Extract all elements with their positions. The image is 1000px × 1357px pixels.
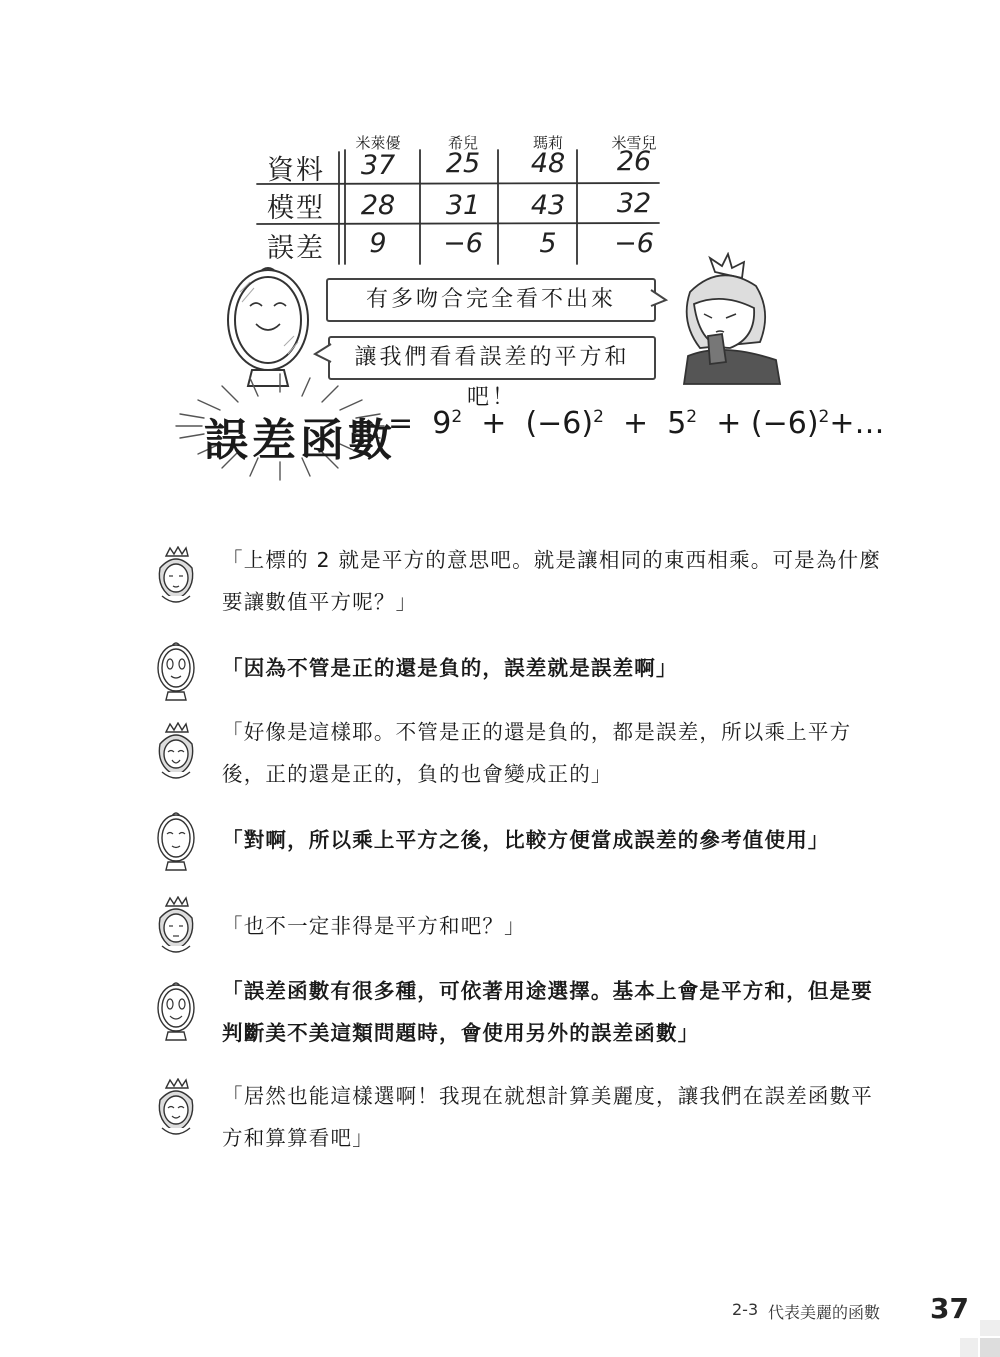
col-header-xier: 希兒 <box>447 134 478 152</box>
col-header-mixueer: 米雪兒 <box>611 134 657 152</box>
row-header-data: 資料 <box>267 155 325 186</box>
formula-exponent: 2 <box>451 407 463 427</box>
col-header-mali: 瑪莉 <box>532 134 563 152</box>
corner-decoration <box>960 1320 1000 1357</box>
girl-avatar-icon <box>154 546 198 608</box>
formula-plus: + <box>622 406 649 441</box>
table-cell: 43 <box>530 190 566 221</box>
girl-avatar-icon <box>154 722 198 784</box>
dialogue-line: 「也不一定非得是平方和吧？」 <box>222 914 526 938</box>
col-header-miraiyu: 米萊優 <box>355 134 401 152</box>
table-cell: 48 <box>530 148 566 179</box>
table-cell: 31 <box>445 190 481 221</box>
footer-section-number: 2-3 <box>732 1300 759 1319</box>
speech-bubble-girl-tail <box>650 288 670 308</box>
girl-avatar-icon <box>154 1078 198 1140</box>
formula-label: 誤差函數 <box>204 415 396 466</box>
table-cell: 28 <box>360 190 396 221</box>
dialogue-line: 「好像是這樣耶。不管是正的還是負的，都是誤差，所以乘上平方後，正的還是正的，負的也會變成正的」 <box>222 720 852 786</box>
table-cell: 37 <box>360 150 396 181</box>
table-cell: 5 <box>539 228 557 259</box>
table-cell: −6 <box>443 228 483 259</box>
girl-avatar-icon <box>154 896 198 958</box>
table-cell: 26 <box>616 146 652 177</box>
table-cell: −6 <box>614 228 654 259</box>
mirror-avatar-icon <box>154 810 198 872</box>
dialogue-line: 「誤差函數有很多種，可依著用途選擇。基本上會是平方和，但是要判斷美不美這類問題時，會使用另外的誤差函數」 <box>222 979 873 1045</box>
error-function-formula <box>388 406 885 441</box>
page-number: 37 <box>930 1292 969 1325</box>
formula-term: 5 <box>667 406 687 441</box>
table-cell: 9 <box>369 228 387 259</box>
data-table <box>255 128 665 268</box>
formula-tail: +… <box>829 406 885 441</box>
formula-term: 9 <box>432 406 452 441</box>
formula-term: (−6) <box>750 406 819 441</box>
speech-bubble-mirror-tail <box>312 342 332 364</box>
footer-section-title: 代表美麗的函數 <box>768 1303 881 1322</box>
formula-plus: + <box>716 406 742 441</box>
speech-bubble-mirror: 讓我們看看誤差的平方和吧！ <box>328 336 656 380</box>
table-cell: 32 <box>616 188 652 219</box>
dialogue-line: 「對啊，所以乘上平方之後，比較方便當成誤差的參考值使用」 <box>222 828 830 852</box>
table-grid-lines <box>255 128 665 268</box>
formula-equals: = <box>388 406 414 441</box>
girl-character-illustration <box>660 252 785 387</box>
table-cell: 25 <box>445 148 481 179</box>
formula-term: (−6) <box>525 406 594 441</box>
mirror-avatar-icon <box>154 640 198 702</box>
formula-plus: + <box>481 406 507 441</box>
formula-exponent: 2 <box>686 407 698 427</box>
dialogue-line: 「居然也能這樣選啊！我現在就想計算美麗度，讓我們在誤差函數平方和算算看吧」 <box>222 1084 873 1150</box>
dialogue-line: 「上標的 2 就是平方的意思吧。就是讓相同的東西相乘。可是為什麼要讓數值平方呢？」 <box>222 548 881 614</box>
speech-bubble-girl: 有多吻合完全看不出來 <box>326 278 656 322</box>
formula-exponent: 2 <box>593 407 604 427</box>
formula-exponent: 2 <box>818 407 830 427</box>
mirror-avatar-icon <box>154 980 198 1042</box>
row-header-model: 模型 <box>267 193 325 224</box>
dialogue-line: 「因為不管是正的還是負的，誤差就是誤差啊」 <box>222 656 678 680</box>
row-header-error: 誤差 <box>267 233 325 264</box>
